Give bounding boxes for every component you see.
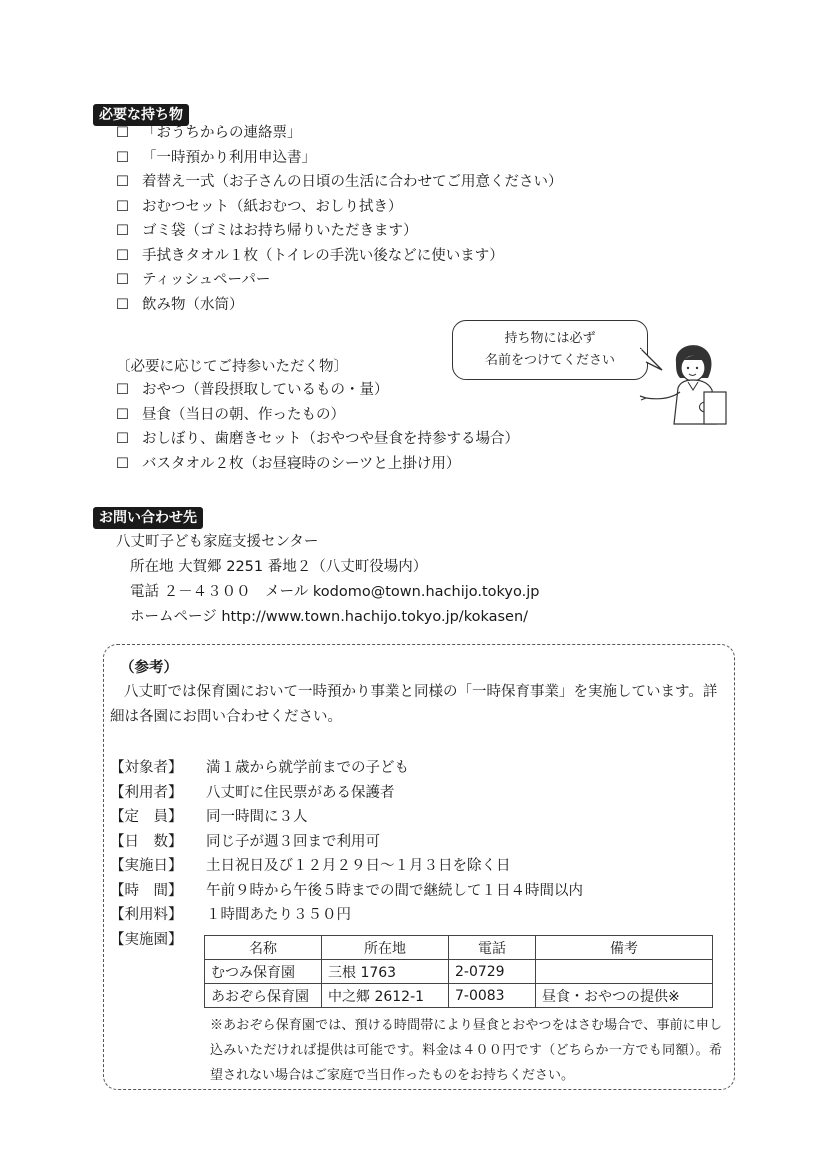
- bubble-line-1: 持ち物には必ず: [504, 331, 596, 346]
- reference-row: [110, 781, 583, 806]
- reference-label: 【実施日】: [110, 858, 183, 874]
- speech-bubble: [452, 320, 648, 380]
- reference-label: 【利用料】: [110, 907, 183, 923]
- reference-row: [110, 903, 583, 928]
- checkbox-icon: ☐: [116, 149, 129, 166]
- facility-table: [204, 935, 713, 1008]
- list-item: [116, 195, 563, 220]
- reference-value: 午前９時から午後５時までの間で継続して１日４時間以内: [206, 882, 583, 899]
- table-cell: 2-0729: [449, 960, 536, 984]
- reference-value: 八丈町に住民票がある保護者: [206, 784, 395, 801]
- required-item-text: おむつセット（紙おむつ、おしり拭き）: [142, 198, 403, 215]
- required-item-text: ティッシュペーパー: [142, 272, 271, 288]
- list-item: [116, 452, 519, 477]
- required-item-text: 手拭きタオル１枚（トイレの手洗い後などに使います）: [142, 247, 504, 264]
- optional-item-text: おやつ（普段摂取しているもの・量）: [142, 382, 389, 398]
- reference-intro: 八丈町では保育園において一時預かり事業と同様の「一時保育事業」を実施しています。詳細は各園にお問い合わせください。: [110, 684, 718, 725]
- contact-phone-mail: 電話 ２－４３００ メール kodomo@town.hachijo.tokyo.jp: [130, 584, 540, 600]
- table-header-address: 所在地: [322, 936, 449, 960]
- optional-item-text: バスタオル２枚（お昼寝時のシーツと上掛け用）: [142, 455, 461, 472]
- reference-value: 同じ子が週３回まで利用可: [206, 833, 380, 850]
- list-item: [116, 170, 563, 195]
- table-header-row: [205, 936, 713, 960]
- contact-block: [116, 530, 539, 630]
- required-item-text: ゴミ袋（ゴミはお持ち帰りいただきます）: [142, 223, 418, 239]
- items-heading: 必要な持ち物: [93, 104, 189, 126]
- reference-label: 【実施園】: [110, 931, 183, 948]
- woman-illustration-icon: [636, 340, 736, 430]
- contact-heading: お問い合わせ先: [93, 507, 203, 529]
- table-cell: 昼食・おやつの提供※: [536, 984, 713, 1008]
- table-cell: 中之郷 2612-1: [322, 984, 449, 1008]
- table-header-notes: 備考: [536, 936, 713, 960]
- checkbox-icon: ☐: [116, 198, 129, 215]
- table-row: [205, 960, 713, 984]
- reference-row: [110, 830, 583, 855]
- bubble-line-2: 名前をつけてください: [484, 353, 615, 368]
- checkbox-icon: ☐: [116, 247, 129, 264]
- reference-label: 【定 員】: [110, 809, 183, 825]
- optional-item-text: 昼食（当日の朝、作ったもの）: [142, 406, 345, 423]
- list-item: [116, 427, 519, 452]
- contact-address: 所在地 大賀郷 2251 番地２（八丈町役場内）: [130, 559, 428, 575]
- checkbox-icon: ☐: [116, 223, 129, 239]
- checkbox-icon: ☐: [116, 382, 129, 398]
- table-cell: 7-0083: [449, 984, 536, 1008]
- table-cell: 三根 1763: [322, 960, 449, 984]
- list-item: [116, 403, 519, 428]
- checkbox-icon: ☐: [116, 174, 129, 190]
- checkbox-icon: ☐: [116, 455, 129, 472]
- optional-item-text: おしぼり、歯磨きセット（おやつや昼食を持参する場合）: [142, 431, 519, 447]
- checkbox-icon: ☐: [116, 125, 129, 141]
- list-item: [116, 378, 519, 403]
- required-items-list: [116, 121, 563, 317]
- list-item: [116, 121, 563, 146]
- list-item: [116, 219, 563, 244]
- table-header-phone: 電話: [449, 936, 536, 960]
- required-item-text: 飲み物（水筒）: [142, 296, 244, 313]
- reference-row: [110, 879, 583, 904]
- reference-row: [110, 805, 583, 830]
- reference-label: 【対象者】: [110, 760, 183, 776]
- required-item-text: 「一時預かり利用申込書」: [142, 149, 316, 166]
- contact-org: 八丈町子ども家庭支援センター: [116, 534, 319, 550]
- table-header-name: 名称: [205, 936, 322, 960]
- reference-title: （参考）: [120, 660, 178, 676]
- reference-row: [110, 854, 583, 879]
- reference-label: 【利用者】: [110, 784, 183, 801]
- reference-value: 土日祝日及び１２月２９日～１月３日を除く日: [206, 858, 511, 874]
- required-item-text: 「おうちからの連絡票」: [142, 125, 302, 141]
- checkbox-icon: ☐: [116, 431, 129, 447]
- table-cell: あおぞら保育園: [205, 984, 322, 1008]
- checkbox-icon: ☐: [116, 406, 129, 423]
- list-item: [116, 244, 563, 269]
- reference-rows: [110, 756, 583, 952]
- list-item: [116, 146, 563, 171]
- table-cell: むつみ保育園: [205, 960, 322, 984]
- list-item: [116, 268, 563, 293]
- list-item: [116, 293, 563, 318]
- reference-value: 同一時間に３人: [206, 809, 308, 825]
- reference-value: 満１歳から就学前までの子ども: [206, 760, 409, 776]
- facility-note: ※あおぞら保育園では、預ける時間帯により昼食とおやつをはさむ場合で、事前に申し込みいただければ提供は可能です。料金は４００円です（どちらか一方でも同額）。希望されない場合はご家庭で当日作ったものをお持ちください。: [210, 1018, 722, 1083]
- reference-value: １時間あたり３５０円: [206, 907, 351, 923]
- required-item-text: 着替え一式（お子さんの日頃の生活に合わせてご用意ください）: [142, 174, 563, 190]
- reference-label: 【時 間】: [110, 882, 183, 899]
- table-row: [205, 984, 713, 1008]
- checkbox-icon: ☐: [116, 296, 129, 313]
- reference-row: [110, 756, 583, 781]
- optional-items-list: [116, 378, 519, 476]
- optional-items-heading: 〔必要に応じてご持参いただく物〕: [116, 359, 348, 375]
- contact-homepage: ホームページ http://www.town.hachijo.tokyo.jp/kokasen/: [130, 609, 529, 625]
- checkbox-icon: ☐: [116, 272, 129, 288]
- reference-label: 【日 数】: [110, 833, 183, 850]
- table-cell: [536, 960, 713, 984]
